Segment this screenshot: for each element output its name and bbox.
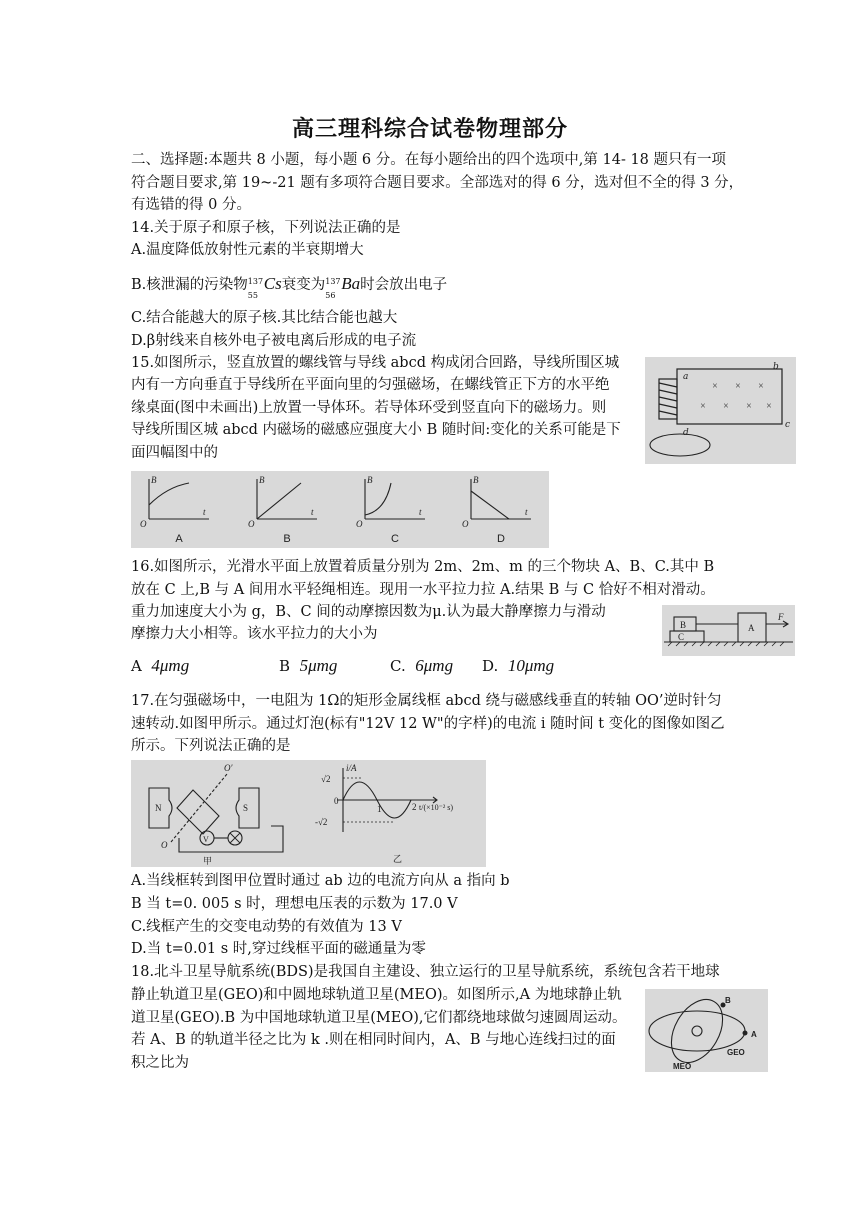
q16-option-c — [390, 656, 453, 676]
q14-stem: 14.关于原子和原子核，下列说法正确的是 — [131, 220, 401, 236]
q17-line: 速转动.如图甲所示。通过灯泡(标有"12V 12 W"的字样)的电流 i 随时间 t 变化的图像如图乙 — [131, 716, 725, 732]
satellite-a — [743, 1031, 748, 1036]
section-intro-line: 二、选择题:本题共 8 小题，每小题 6 分。在每小题给出的四个选项中,第 14- 18 题只有一项 — [131, 152, 727, 168]
generator-diagram — [149, 774, 283, 852]
force-arrow — [766, 621, 788, 627]
external-circuit — [179, 826, 283, 852]
svg-text:×: × — [758, 381, 764, 392]
label-satellite-b: B — [725, 996, 731, 1005]
svg-text:×: × — [700, 401, 706, 412]
svg-text:×: × — [746, 401, 752, 412]
q15-line: 15.如图所示，竖直放置的螺线管与导线 abcd 构成闭合回路，导线所围区城 — [131, 355, 620, 371]
geo-orbit — [649, 1011, 745, 1051]
option-expression: μmg — [423, 656, 454, 675]
option-coefficient: 5 — [299, 656, 309, 675]
svg-text:×: × — [766, 401, 772, 412]
label-block-b: B — [680, 620, 687, 630]
label-d: d — [683, 428, 689, 438]
current-time-graph — [337, 768, 437, 832]
q14-option-d: D.β射线来自核外电子被电离后形成的电子流 — [131, 333, 417, 349]
ba-symbol: Ba — [341, 274, 361, 293]
label-block-a: A — [748, 623, 755, 633]
lamp-cross-icon — [230, 833, 240, 843]
option-coefficient: 4 — [151, 656, 160, 675]
label-c: c — [785, 420, 791, 430]
svg-text:×: × — [712, 381, 718, 392]
label-b: b — [773, 362, 779, 372]
label-geo: GEO — [727, 1048, 745, 1057]
q16-line: 摩擦力大小相等。该水平拉力的大小为 — [131, 626, 378, 642]
graph-y-min: -√2 — [315, 817, 328, 827]
generator-figure — [131, 760, 486, 867]
q16-line: 放在 C 上,B 与 A 间用水平轻绳相连。现用一水平拉力拉 A.结果 B 与 C 恰好不相对滑动。 — [131, 582, 715, 598]
caption-jia: 甲 — [203, 856, 213, 866]
option-label: D. — [482, 657, 499, 675]
rotation-axis — [171, 774, 227, 842]
q16-line: 重力加速度大小为 g，B、C 间的动摩擦因数为μ.认为最大静摩擦力与滑动 — [131, 604, 606, 620]
page-title: 高三理科综合试卷物理部分 — [291, 116, 568, 142]
solenoid — [659, 379, 677, 419]
cs-charge: 55 — [247, 291, 258, 300]
option-expression: μmg — [308, 656, 338, 675]
conductor-ring — [650, 434, 710, 456]
graph-option-d — [471, 479, 531, 519]
graph-y-max: √2 — [321, 774, 331, 784]
b-t-graphs-figure — [131, 471, 549, 548]
section-intro-line: 有选错的得 0 分。 — [131, 197, 251, 213]
origin-label: O — [248, 519, 255, 529]
label-voltmeter: V — [203, 835, 209, 844]
axis-label-b: B — [367, 475, 373, 485]
axis-label-t: t — [203, 507, 206, 517]
graph-option-a — [149, 479, 209, 519]
q14-option-a: A.温度降低放射性元素的半衰期增大 — [131, 242, 364, 258]
graph-caption-b: B — [283, 533, 291, 545]
label-block-c: C — [678, 632, 685, 642]
graph-origin: 0 — [334, 796, 339, 806]
q15-line: 面四幅图中的 — [131, 445, 218, 461]
graph-tick-2: 2 — [412, 802, 417, 812]
q17-option-c: C.线框产生的交变电动势的有效值为 13 V — [131, 919, 402, 935]
q14-option-b — [131, 274, 448, 300]
field-crosses — [700, 381, 772, 412]
option-coefficient: 6 — [415, 656, 424, 675]
graph-tick-1: 1 — [377, 804, 382, 814]
graph-caption-a: A — [175, 533, 183, 545]
q18-line: 静止轨道卫星(GEO)和中圆地球轨道卫星(MEO)。如图所示,A 为地球静止轨 — [131, 987, 622, 1003]
label-force-f: F — [778, 612, 784, 622]
svg-text:×: × — [723, 401, 729, 412]
q15-line: 缘桌面(图中未画出)上放置一导体环。若导体环受到竖直向下的磁场力。则 — [131, 400, 607, 416]
option-label: A — [131, 657, 142, 675]
q18-line: 积之比为 — [131, 1055, 189, 1071]
q15-line: 导线所围区城 abcd 内磁场的磁感应强度大小 B 随时间:变化的关系可能是下 — [131, 422, 621, 438]
ground-hatch — [668, 642, 784, 646]
q14-option-b-end: 时会放出电子 — [360, 277, 448, 293]
q14-option-c: C.结合能越大的原子核.其比结合能也越大 — [131, 310, 398, 326]
label-north-pole: N — [155, 803, 162, 813]
graph-caption-d: D — [497, 533, 505, 545]
q14-option-b-mid: 衰变为 — [281, 277, 326, 293]
axis-label-b: B — [473, 475, 479, 485]
cs-mass: 137 — [247, 277, 264, 286]
q18-line: 18.北斗卫星导航系统(BDS)是我国自主建设、独立运行的卫星导航系统，系统包含若干地球 — [131, 964, 720, 980]
graph-y-label: i/A — [346, 763, 357, 773]
graph-option-b — [257, 479, 317, 519]
ba-mass: 137 — [325, 277, 341, 286]
coil-frame — [177, 790, 219, 834]
cs-symbol: Cs — [263, 274, 282, 293]
q18-line: 道卫星(GEO).B 为中国地球轨道卫星(MEO),它们都绕地球做匀速圆周运动。 — [131, 1010, 627, 1026]
q17-option-d: D.当 t=0.01 s 时,穿过线框平面的磁通量为零 — [131, 941, 426, 957]
q16-line: 16.如图所示，光滑水平面上放置着质量分别为 2m、2m、m 的三个物块 A、B、C.其中 B — [131, 559, 715, 575]
earth — [692, 1026, 702, 1036]
label-axis-o-prime: O′ — [224, 763, 233, 773]
origin-label: O — [140, 519, 147, 529]
option-expression: μmg — [159, 656, 190, 675]
origin-label: O — [462, 519, 469, 529]
blocks-figure — [662, 605, 795, 656]
option-label: C. — [390, 657, 406, 675]
axis-label-t: t — [419, 507, 422, 517]
ba-nuclide — [325, 277, 341, 300]
cs-nuclide — [247, 277, 264, 300]
q17-line: 17.在匀强磁场中，一电阻为 1Ω的矩形金属线框 abcd 绕与磁感线垂直的转轴 OO’逆时针匀 — [131, 693, 722, 709]
wire-loop — [677, 369, 782, 424]
q16-option-a — [131, 656, 189, 676]
q18-line: 若 A、B 的轨道半径之比为 k .则在相同时间内，A、B 与地心连线扫过的面 — [131, 1032, 616, 1048]
axis-label-t: t — [525, 507, 528, 517]
section-intro-line: 符合题目要求,第 19~-21 题有多项符合题目要求。全部选对的得 6 分，选对但不全的得 3 分， — [131, 175, 744, 191]
q15-line: 内有一方向垂直于导线所在平面向里的匀强磁场，在螺线管正下方的水平绝 — [131, 377, 610, 393]
label-south-pole: S — [243, 803, 249, 813]
q17-option-b: B 当 t=0. 005 s 时，理想电压表的示数为 17.0 V — [131, 896, 458, 912]
q14-option-b-text: B.核泄漏的污染物 — [131, 277, 248, 293]
option-label: B — [279, 657, 291, 675]
option-coefficient: 10 — [507, 656, 525, 675]
axis-label-t: t — [311, 507, 314, 517]
q16-option-d — [482, 656, 554, 676]
graph-caption-c: C — [391, 533, 399, 545]
origin-label: O — [356, 519, 363, 529]
q16-option-b — [279, 656, 337, 676]
label-meo: MEO — [673, 1062, 692, 1071]
axis-label-b: B — [259, 475, 265, 485]
satellite-orbits-figure — [645, 989, 768, 1072]
graph-x-label: t/(×10⁻² s) — [419, 803, 454, 812]
q17-option-a: A.当线框转到图甲位置时通过 ab 边的电流方向从 a 指向 b — [131, 873, 510, 889]
block-c — [670, 631, 704, 642]
option-expression: μmg — [524, 656, 555, 675]
graph-option-c — [365, 479, 425, 519]
svg-text:×: × — [735, 381, 741, 392]
caption-yi: 乙 — [393, 854, 403, 864]
ba-charge: 56 — [325, 291, 336, 300]
label-a: a — [683, 372, 689, 382]
label-axis-o: O — [161, 840, 168, 850]
solenoid-circuit-figure — [645, 357, 796, 464]
axis-label-b: B — [151, 475, 157, 485]
q17-line: 所示。下列说法正确的是 — [131, 738, 291, 754]
label-satellite-a: A — [751, 1030, 757, 1039]
